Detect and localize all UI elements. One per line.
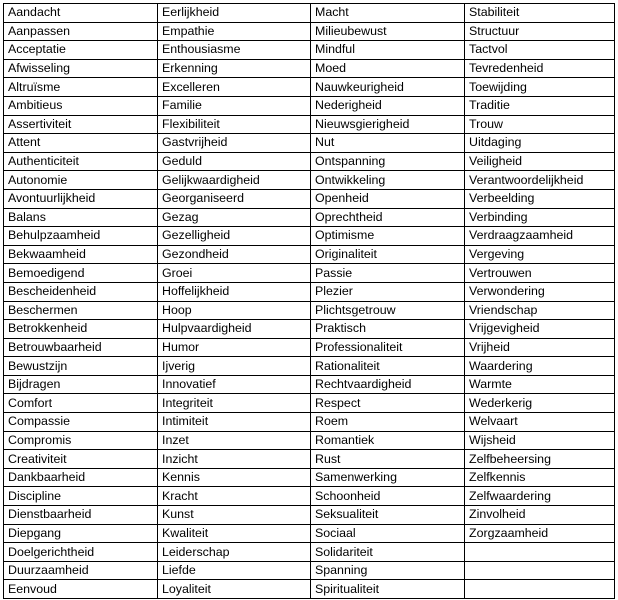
- table-row: [4, 282, 615, 301]
- table-cell: Kunst: [158, 506, 311, 525]
- table-cell: Verantwoordelijkheid: [465, 171, 615, 190]
- table-cell: Rust: [311, 450, 465, 469]
- table-cell: Discipline: [4, 487, 158, 506]
- table-row: [4, 413, 615, 432]
- table-cell: Balans: [4, 208, 158, 227]
- table-row: [4, 320, 615, 339]
- table-row: [4, 208, 615, 227]
- table-cell: Milieubewust: [311, 22, 465, 41]
- table-cell: [465, 543, 615, 562]
- table-cell: Verwondering: [465, 282, 615, 301]
- table-row: [4, 264, 615, 283]
- table-cell: Eenvoud: [4, 580, 158, 599]
- table-cell: Roem: [311, 413, 465, 432]
- table-cell: [465, 580, 615, 599]
- table-row: [4, 171, 615, 190]
- table-cell: Assertiviteit: [4, 115, 158, 134]
- table-cell: Spanning: [311, 561, 465, 580]
- table-cell: Toewijding: [465, 78, 615, 97]
- table-cell: Flexibiliteit: [158, 115, 311, 134]
- table-row: [4, 301, 615, 320]
- table-cell: Originaliteit: [311, 245, 465, 264]
- table-cell: Loyaliteit: [158, 580, 311, 599]
- table-row: [4, 543, 615, 562]
- table-cell: Innovatief: [158, 375, 311, 394]
- table-cell: Vrijheid: [465, 338, 615, 357]
- table-cell: Gastvrijheid: [158, 134, 311, 153]
- table-row: [4, 152, 615, 171]
- table-cell: Zelfkennis: [465, 468, 615, 487]
- table-cell: Wijsheid: [465, 431, 615, 450]
- table-cell: Nieuwsgierigheid: [311, 115, 465, 134]
- table-cell: Humor: [158, 338, 311, 357]
- table-cell: Verbeelding: [465, 189, 615, 208]
- table-row: [4, 4, 615, 23]
- table-cell: Compassie: [4, 413, 158, 432]
- table-cell: Inzicht: [158, 450, 311, 469]
- table-cell: Aandacht: [4, 4, 158, 23]
- table-row: [4, 115, 615, 134]
- table-cell: Hoop: [158, 301, 311, 320]
- table-cell: Acceptatie: [4, 41, 158, 60]
- table-row: [4, 561, 615, 580]
- table-cell: Georganiseerd: [158, 189, 311, 208]
- table-cell: Attent: [4, 134, 158, 153]
- table-cell: Schoonheid: [311, 487, 465, 506]
- table-cell: Plezier: [311, 282, 465, 301]
- table-row: [4, 375, 615, 394]
- table-cell: Welvaart: [465, 413, 615, 432]
- values-table-body: [4, 4, 615, 599]
- table-cell: Ontwikkeling: [311, 171, 465, 190]
- table-cell: Hulpvaardigheid: [158, 320, 311, 339]
- table-cell: Oprechtheid: [311, 208, 465, 227]
- values-table: [3, 3, 615, 599]
- table-cell: Erkenning: [158, 59, 311, 78]
- table-cell: Bijdragen: [4, 375, 158, 394]
- table-row: [4, 431, 615, 450]
- table-row: [4, 506, 615, 525]
- table-cell: Intimiteit: [158, 413, 311, 432]
- table-cell: Gelijkwaardigheid: [158, 171, 311, 190]
- table-cell: Authenticiteit: [4, 152, 158, 171]
- table-cell: Spiritualiteit: [311, 580, 465, 599]
- table-cell: Gezelligheid: [158, 227, 311, 246]
- table-cell: Avontuurlijkheid: [4, 189, 158, 208]
- table-cell: Solidariteit: [311, 543, 465, 562]
- table-cell: Passie: [311, 264, 465, 283]
- table-cell: Nederigheid: [311, 96, 465, 115]
- table-cell: Verbinding: [465, 208, 615, 227]
- table-cell: Comfort: [4, 394, 158, 413]
- table-cell: Plichtsgetrouw: [311, 301, 465, 320]
- table-cell: Traditie: [465, 96, 615, 115]
- table-cell: Zelfbeheersing: [465, 450, 615, 469]
- table-cell: Bewustzijn: [4, 357, 158, 376]
- table-cell: Uitdaging: [465, 134, 615, 153]
- table-row: [4, 227, 615, 246]
- table-cell: Vriendschap: [465, 301, 615, 320]
- table-row: [4, 487, 615, 506]
- table-row: [4, 22, 615, 41]
- table-cell: Rationaliteit: [311, 357, 465, 376]
- table-cell: Diepgang: [4, 524, 158, 543]
- table-cell: Trouw: [465, 115, 615, 134]
- table-cell: Ontspanning: [311, 152, 465, 171]
- table-row: [4, 78, 615, 97]
- table-cell: Aanpassen: [4, 22, 158, 41]
- table-cell: Excelleren: [158, 78, 311, 97]
- table-cell: Zinvolheid: [465, 506, 615, 525]
- table-cell: [465, 561, 615, 580]
- table-cell: Veiligheid: [465, 152, 615, 171]
- table-cell: Bekwaamheid: [4, 245, 158, 264]
- table-row: [4, 189, 615, 208]
- table-cell: Beschermen: [4, 301, 158, 320]
- table-cell: Behulpzaamheid: [4, 227, 158, 246]
- table-row: [4, 524, 615, 543]
- table-cell: Romantiek: [311, 431, 465, 450]
- table-row: [4, 245, 615, 264]
- table-cell: Hoffelijkheid: [158, 282, 311, 301]
- table-cell: Structuur: [465, 22, 615, 41]
- table-cell: Geduld: [158, 152, 311, 171]
- table-cell: Vrijgevigheid: [465, 320, 615, 339]
- table-cell: Wederkerig: [465, 394, 615, 413]
- table-cell: Autonomie: [4, 171, 158, 190]
- table-row: [4, 394, 615, 413]
- table-row: [4, 59, 615, 78]
- table-cell: Vertrouwen: [465, 264, 615, 283]
- table-cell: Ijverig: [158, 357, 311, 376]
- table-cell: Professionaliteit: [311, 338, 465, 357]
- table-cell: Waardering: [465, 357, 615, 376]
- table-cell: Dienstbaarheid: [4, 506, 158, 525]
- table-cell: Seksualiteit: [311, 506, 465, 525]
- table-cell: Sociaal: [311, 524, 465, 543]
- table-row: [4, 338, 615, 357]
- table-cell: Betrouwbaarheid: [4, 338, 158, 357]
- table-cell: Kennis: [158, 468, 311, 487]
- table-row: [4, 134, 615, 153]
- table-cell: Gezondheid: [158, 245, 311, 264]
- table-cell: Dankbaarheid: [4, 468, 158, 487]
- table-cell: Macht: [311, 4, 465, 23]
- table-cell: Stabiliteit: [465, 4, 615, 23]
- table-cell: Nauwkeurigheid: [311, 78, 465, 97]
- table-row: [4, 41, 615, 60]
- table-cell: Duurzaamheid: [4, 561, 158, 580]
- table-cell: Altruïsme: [4, 78, 158, 97]
- table-cell: Openheid: [311, 189, 465, 208]
- table-cell: Zelfwaardering: [465, 487, 615, 506]
- table-row: [4, 450, 615, 469]
- table-cell: Kwaliteit: [158, 524, 311, 543]
- table-row: [4, 357, 615, 376]
- table-cell: Vergeving: [465, 245, 615, 264]
- table-cell: Liefde: [158, 561, 311, 580]
- table-cell: Bemoedigend: [4, 264, 158, 283]
- table-cell: Mindful: [311, 41, 465, 60]
- table-cell: Samenwerking: [311, 468, 465, 487]
- table-cell: Moed: [311, 59, 465, 78]
- table-cell: Empathie: [158, 22, 311, 41]
- table-cell: Ambitieus: [4, 96, 158, 115]
- table-cell: Gezag: [158, 208, 311, 227]
- table-cell: Nut: [311, 134, 465, 153]
- table-cell: Tevredenheid: [465, 59, 615, 78]
- table-cell: Kracht: [158, 487, 311, 506]
- table-cell: Inzet: [158, 431, 311, 450]
- table-cell: Optimisme: [311, 227, 465, 246]
- table-cell: Warmte: [465, 375, 615, 394]
- table-cell: Enthousiasme: [158, 41, 311, 60]
- table-cell: Respect: [311, 394, 465, 413]
- table-cell: Verdraagzaamheid: [465, 227, 615, 246]
- table-cell: Leiderschap: [158, 543, 311, 562]
- table-cell: Compromis: [4, 431, 158, 450]
- table-cell: Zorgzaamheid: [465, 524, 615, 543]
- table-cell: Creativiteit: [4, 450, 158, 469]
- table-cell: Tactvol: [465, 41, 615, 60]
- table-cell: Familie: [158, 96, 311, 115]
- table-cell: Doelgerichtheid: [4, 543, 158, 562]
- table-cell: Eerlijkheid: [158, 4, 311, 23]
- table-row: [4, 468, 615, 487]
- table-cell: Praktisch: [311, 320, 465, 339]
- table-row: [4, 96, 615, 115]
- table-cell: Rechtvaardigheid: [311, 375, 465, 394]
- table-cell: Betrokkenheid: [4, 320, 158, 339]
- table-cell: Bescheidenheid: [4, 282, 158, 301]
- table-cell: Integriteit: [158, 394, 311, 413]
- table-cell: Groei: [158, 264, 311, 283]
- table-cell: Afwisseling: [4, 59, 158, 78]
- table-row: [4, 580, 615, 599]
